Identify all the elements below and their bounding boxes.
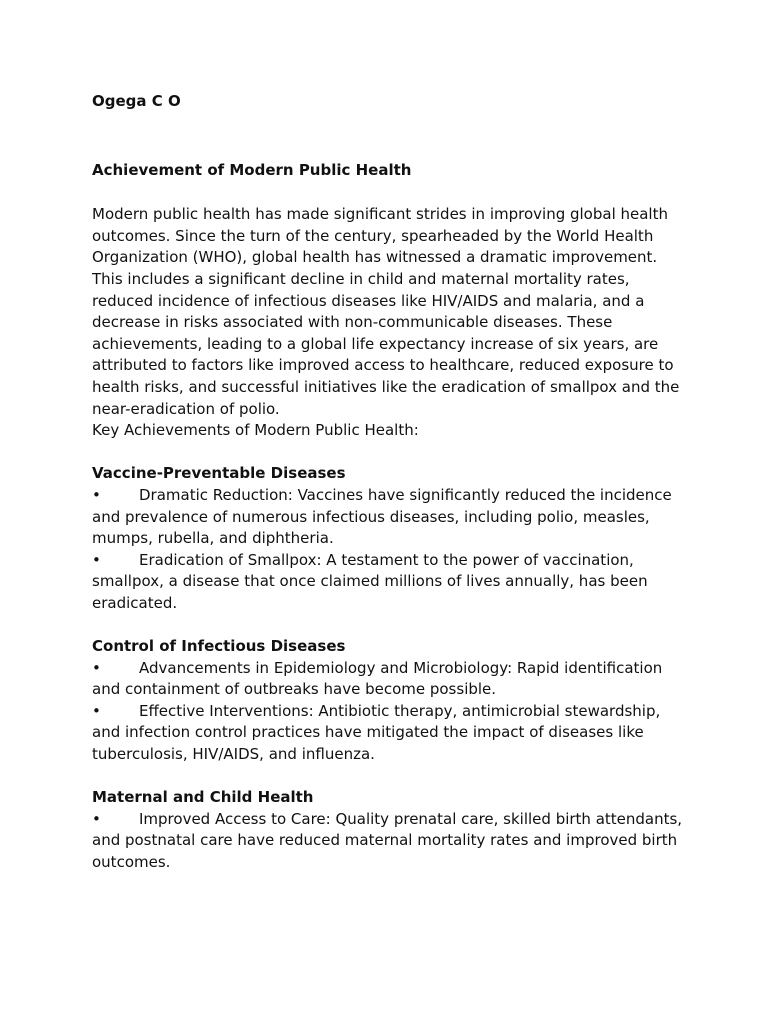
bullet-item: [92, 809, 692, 874]
bullet-first-line: [92, 809, 692, 831]
paragraph-line: outcomes. Since the turn of the century, spearheaded by the World Health: [92, 226, 654, 245]
paragraph-line: reduced incidence of infectious diseases like HIV/AIDS and malaria, and a: [92, 291, 645, 310]
bullet-item: [92, 701, 692, 766]
key-achievements-lead: Key Achievements of Modern Public Health:: [92, 421, 419, 440]
bullet-icon: •: [92, 485, 101, 504]
section-heading: Vaccine-Preventable Diseases: [92, 464, 346, 483]
bullet-icon: •: [92, 550, 101, 569]
paragraph-line: Organization (WHO), global health has witnessed a dramatic improvement.: [92, 248, 658, 267]
author-name: Ogega C O: [92, 92, 181, 110]
document-body: [92, 91, 692, 874]
bullet-icon: •: [92, 701, 101, 720]
bullet-first-line: [92, 550, 692, 572]
bullet-continuation: and postnatal care have reduced maternal mortality rates and improved birth: [92, 831, 678, 850]
bullet-text: Eradication of Smallpox: A testament to the power of vaccination,: [139, 550, 634, 569]
paragraph-line: attributed to factors like improved access to healthcare, reduced exposure to: [92, 356, 674, 375]
spacer: [92, 181, 692, 204]
section-heading: Maternal and Child Health: [92, 788, 314, 807]
bullet-text: Effective Interventions: Antibiotic therapy, antimicrobial stewardship,: [139, 701, 661, 720]
bullet-text: Improved Access to Care: Quality prenatal care, skilled birth attendants,: [139, 809, 683, 828]
spacer: [92, 766, 692, 788]
bullet-continuation: and prevalence of numerous infectious diseases, including polio, measles,: [92, 507, 650, 526]
spacer: [92, 442, 692, 464]
section-maternal-and-child-health: [92, 787, 692, 873]
bullet-first-line: [92, 701, 692, 723]
paragraph-line: This includes a significant decline in child and maternal mortality rates,: [92, 269, 630, 288]
paragraph-line: health risks, and successful initiatives like the eradication of smallpox and the: [92, 377, 680, 396]
spacer: [92, 113, 692, 160]
intro-paragraph: [92, 204, 692, 442]
spacer: [92, 614, 692, 636]
bullet-continuation: and containment of outbreaks have become possible.: [92, 680, 497, 699]
bullet-continuation: eradicated.: [92, 593, 178, 612]
section-heading: Control of Infectious Diseases: [92, 637, 346, 656]
paragraph-line: near-eradication of polio.: [92, 399, 280, 418]
bullet-item: [92, 485, 692, 550]
bullet-first-line: [92, 485, 692, 507]
paragraph-line: achievements, leading to a global life expectancy increase of six years, are: [92, 334, 659, 353]
paragraph-line: Modern public health has made significant strides in improving global health: [92, 205, 668, 224]
bullet-continuation: and infection control practices have mitigated the impact of diseases like: [92, 723, 644, 742]
bullet-first-line: [92, 658, 692, 680]
section-control-of-infectious-diseases: [92, 636, 692, 766]
paragraph-line: decrease in risks associated with non-communicable diseases. These: [92, 313, 613, 332]
bullet-continuation: outcomes.: [92, 853, 171, 871]
bullet-item: [92, 658, 692, 701]
bullet-text: Advancements in Epidemiology and Microbiology: Rapid identification: [139, 658, 663, 677]
bullet-text: Dramatic Reduction: Vaccines have significantly reduced the incidence: [139, 485, 672, 504]
bullet-continuation: tuberculosis, HIV/AIDS, and influenza.: [92, 745, 375, 764]
bullet-item: [92, 550, 692, 615]
bullet-icon: •: [92, 809, 101, 828]
bullet-continuation: smallpox, a disease that once claimed millions of lives annually, has been: [92, 572, 648, 591]
document-title: Achievement of Modern Public Health: [92, 160, 412, 179]
section-vaccine-preventable-diseases: [92, 463, 692, 614]
bullet-icon: •: [92, 658, 101, 677]
bullet-continuation: mumps, rubella, and diphtheria.: [92, 529, 334, 548]
